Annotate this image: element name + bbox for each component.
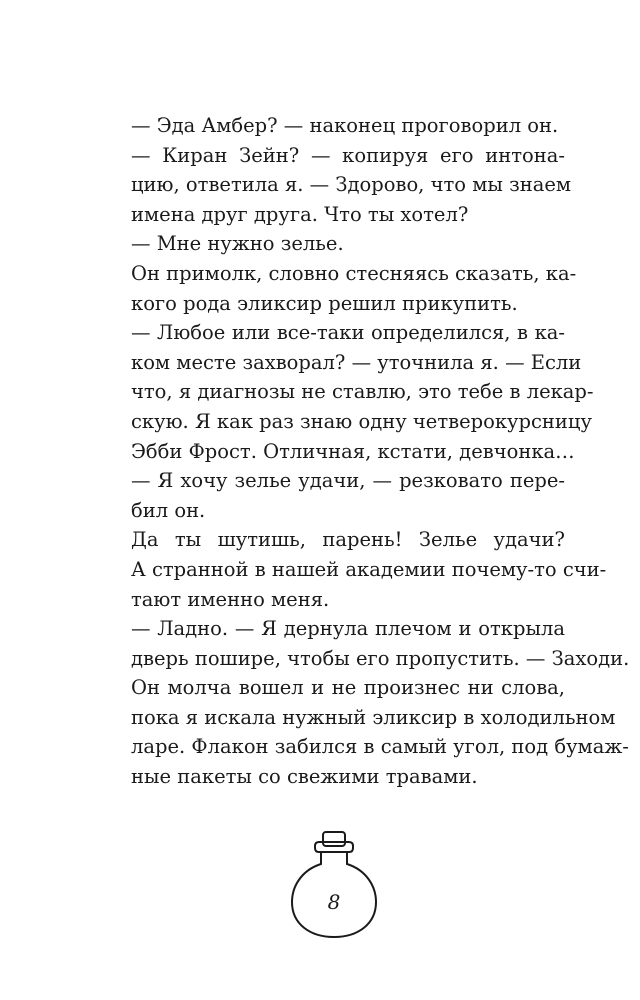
text-line: А странной в нашей академии почему-то счи- [131, 557, 607, 581]
page-number: 8 [327, 890, 341, 914]
text-line: — Я хочу зелье удачи, — резковато пере- [131, 469, 565, 493]
text-line: ные пакеты со свежими травами. [131, 765, 478, 789]
text-line: — Эда Амбер? — наконец проговорил он. [131, 114, 559, 137]
paragraph [131, 141, 572, 230]
text-line: Эбби Фрост. Отличная, кстати, девчонка… [131, 439, 575, 463]
potion-bottle-icon [288, 830, 380, 940]
text-line: что, я диагнозы не ставлю, это тебе в лекар- [131, 380, 594, 404]
text-line: Он молча вошел и не произнес ни слова, [131, 676, 565, 700]
text-line: Он примолк, словно стесняясь сказать, ка- [131, 261, 577, 285]
paragraph [131, 614, 630, 673]
text-line: кого рода эликсир решил прикупить. [131, 291, 518, 315]
paragraph [131, 466, 565, 525]
text-line: имена друг друга. Что ты хотел? [131, 202, 469, 226]
text-line: цию, ответила я. — Здорово, что мы знаем [131, 173, 572, 197]
paragraph [131, 111, 565, 141]
paragraph [131, 229, 565, 259]
text-line: скую. Я как раз знаю одну четверокурсницу [131, 409, 592, 433]
text-line: ком месте захворал? — уточнила я. — Если [131, 350, 582, 374]
text-line: — Мне нужно зелье. [131, 232, 344, 256]
text-line: тают именно меня. [131, 587, 330, 611]
text-line: пока я искала нужный эликсир в холодильном [131, 705, 616, 729]
text-line: — Ладно. — Я дернула плечом и открыла [131, 617, 565, 641]
text-line: — Любое или все-таки определился, в ка- [131, 321, 565, 345]
paragraph [131, 318, 594, 466]
text-line: Да ты шутишь, парень! Зелье удачи? [131, 528, 565, 552]
paragraph [131, 259, 577, 318]
text-line: — Киран Зейн? — копируя его интона- [131, 143, 565, 167]
paragraph [131, 525, 607, 614]
text-line: ларе. Флакон забился в самый угол, под бумаж- [131, 735, 629, 759]
paragraph [131, 673, 629, 791]
text-line: бил он. [131, 498, 206, 522]
body-text [131, 111, 630, 792]
text-line: дверь пошире, чтобы его пропустить. — Заходи. [131, 646, 630, 670]
